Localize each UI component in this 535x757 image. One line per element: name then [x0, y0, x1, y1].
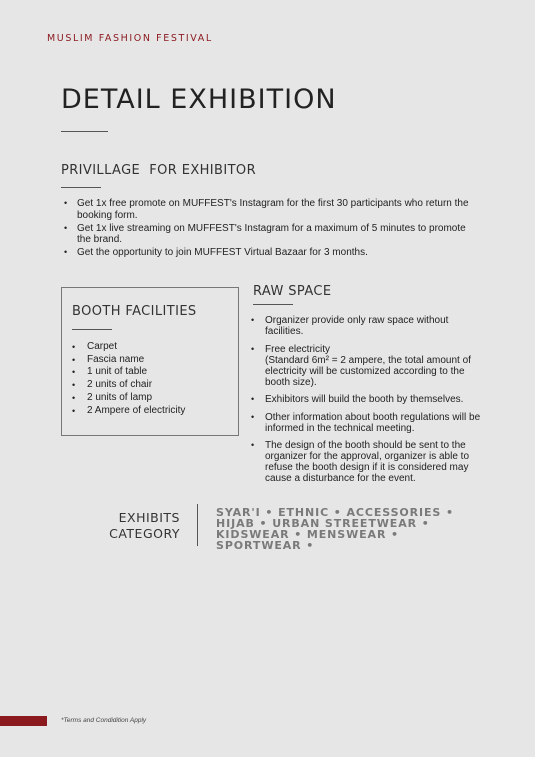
- category-divider: [197, 504, 198, 546]
- list-item: • The design of the booth should be sent to the organizer for the approval, organizer is able to refuse the booth design if it is considered may cause a disturbance for the event.: [251, 440, 487, 484]
- list-item: • Exhibitors will build the booth by themselves.: [251, 394, 487, 405]
- privilege-divider: [61, 187, 101, 188]
- category-item: ETHNIC: [278, 506, 330, 519]
- exhibits-category-label: EXHIBITS CATEGORY: [109, 510, 180, 541]
- footer-accent-bar: [0, 716, 47, 726]
- booth-divider: [72, 329, 112, 330]
- title-divider: [61, 131, 108, 132]
- electricity-note: (Standard 6m² = 2 ampere, the total amount of electricity will be customized according to the booth size).: [265, 354, 471, 388]
- list-item: • 2 units of lamp: [72, 392, 185, 405]
- list-item: [251, 344, 487, 388]
- category-item: MENSWEAR: [306, 528, 387, 541]
- list-item-title: Free electricity: [265, 343, 331, 355]
- list-item: • 2 units of chair: [72, 379, 185, 392]
- privilege-heading: PRIVILLAGE FOR EXHIBITOR: [61, 163, 256, 178]
- category-item: KIDSWEAR: [216, 528, 290, 541]
- terms-note: *Terms and Condidition Apply: [61, 717, 147, 724]
- booth-list: [72, 341, 185, 417]
- privilege-list: [64, 198, 479, 260]
- brand-header: MUSLIM FASHION FESTIVAL: [47, 33, 213, 44]
- booth-heading: BOOTH FACILITIES: [72, 304, 197, 319]
- raw-space-divider: [253, 304, 293, 305]
- list-item: • Carpet: [72, 341, 185, 354]
- category-list: SYAR'I • ETHNIC • ACCESSORIES • HIJAB • URBAN STREETWEAR • KIDSWEAR • MENSWEAR • SPORTWEAR •: [216, 506, 454, 552]
- category-item: HIJAB: [216, 517, 255, 530]
- page-title: DETAIL EXHIBITION: [61, 84, 337, 115]
- list-item: • Get 1x free promote on MUFFEST's Instagram for the first 30 participants who return the booking form.: [64, 198, 479, 221]
- category-item: URBAN STREETWEAR: [272, 517, 417, 530]
- list-item: • 2 Ampere of electricity: [72, 405, 185, 418]
- list-item: • Get the opportunity to join MUFFEST Virtual Bazaar for 3 months.: [64, 247, 479, 259]
- list-item: • Other information about booth regulations will be informed in the technical meeting.: [251, 412, 487, 434]
- list-item: • Get 1x live streaming on MUFFEST's Instagram for a maximum of 5 minutes to promote the brand.: [64, 223, 479, 246]
- category-item: SYAR'I: [216, 506, 261, 519]
- category-item: SPORTWEAR: [216, 539, 302, 552]
- list-item: • 1 unit of table: [72, 366, 185, 379]
- raw-space-heading: RAW SPACE: [253, 284, 332, 299]
- category-item: ACCESSORIES: [346, 506, 442, 519]
- list-item: • Fascia name: [72, 354, 185, 367]
- list-item: • Organizer provide only raw space without facilities.: [251, 315, 487, 337]
- raw-space-list: [251, 315, 487, 491]
